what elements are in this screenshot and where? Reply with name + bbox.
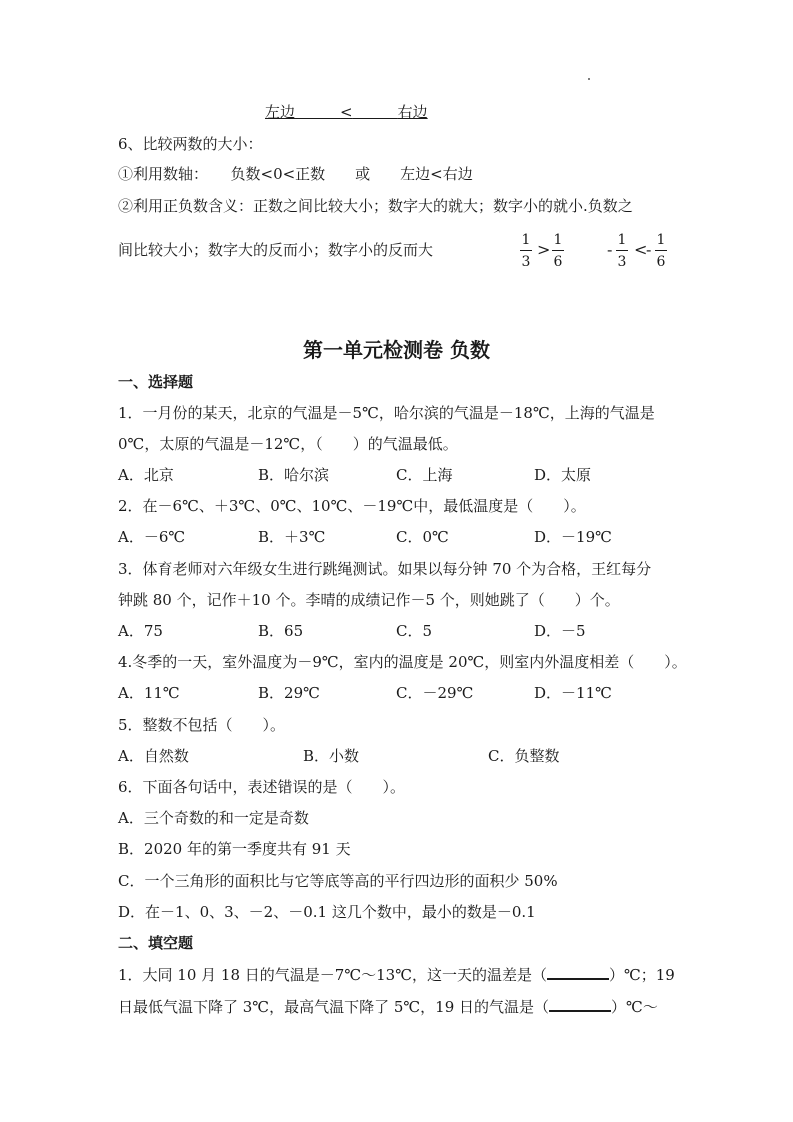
section-fill-heading: 二、填空题 (118, 934, 194, 952)
q3-line1: 3．体育老师对六年级女生进行跳绳测试。如果以每分钟 70 个为合格，王红每分 (118, 560, 652, 578)
q2-option-a: A．－6℃ (118, 528, 186, 546)
q3-option-b: B．65 (258, 622, 304, 640)
q4-option-a: A．11℃ (118, 684, 180, 702)
q1-option-c: C．上海 (396, 466, 453, 484)
q2-line1: 2．在－6℃、＋3℃、0℃、10℃、－19℃中，最低温度是（ ）。 (118, 497, 586, 515)
f1-line1-text-b: ）℃；19 (608, 966, 675, 984)
q4-option-c: C．－29℃ (396, 684, 474, 702)
q3-option-d: D．－5 (534, 622, 586, 640)
f1-line2-text-b: ）℃～ (611, 998, 658, 1016)
less-than-sign-2: < (634, 240, 648, 259)
q3-line2: 钟跳 80 个，记作＋10 个。李晴的成绩记作－5 个，则她跳了（ ）个。 (118, 591, 620, 609)
q1-line1: 1．一月份的某天，北京的气温是－5℃，哈尔滨的气温是－18℃，上海的气温是 (118, 404, 655, 422)
frac-b-denominator: 6 (553, 254, 563, 270)
page-title: 第一单元检测卷 负数 (303, 338, 490, 362)
q6-option-a: A．三个奇数的和一定是奇数 (118, 809, 309, 827)
answer-blank-2[interactable] (549, 996, 611, 1012)
right-word: 右边 (397, 103, 428, 121)
rule-6a: ①利用数轴： 负数<0<正数 或 左边<右边 (118, 165, 473, 183)
frac-c-denominator: 3 (617, 254, 627, 270)
minus-sign-2: - (646, 240, 652, 259)
stray-dot (588, 78, 590, 80)
q1-option-a: A．北京 (118, 466, 174, 484)
q2-option-b: B．＋3℃ (258, 528, 326, 546)
f1-line2 (118, 996, 658, 1017)
minus-sign: - (607, 240, 613, 259)
q5-option-c: C．负整数 (488, 747, 560, 765)
q2-option-c: C．0℃ (396, 528, 449, 546)
q1-option-b: B．哈尔滨 (258, 466, 330, 484)
q5-option-b: B．小数 (303, 747, 360, 765)
q5-option-a: A．自然数 (118, 747, 189, 765)
frac-b-numerator: 1 (553, 232, 563, 248)
frac-a-numerator: 1 (521, 232, 531, 248)
frac-c-numerator: 1 (617, 232, 627, 248)
f1-line2-text-a: 日最低气温下降了 3℃，最高气温下降了 5℃，19 日的气温是（ (118, 998, 550, 1016)
q1-line2: 0℃，太原的气温是－12℃，（ ）的气温最低。 (118, 435, 458, 453)
q4-option-d: D．－11℃ (534, 684, 612, 702)
greater-than-sign: > (537, 240, 551, 259)
q5-line1: 5．整数不包括（ ）。 (118, 716, 286, 734)
q6-option-d: D．在－1、0、3、－2、－0.1 这几个数中，最小的数是－0.1 (118, 903, 536, 921)
q3-option-a: A．75 (118, 622, 163, 640)
q1-option-d: D．太原 (534, 466, 592, 484)
rule-6b: ②利用正负数含义：正数之间比较大小；数字大的就大；数字小的就小.负数之 (118, 197, 633, 215)
rule-6c: 间比较大小；数字大的反而小；数字小的反而大 (118, 241, 434, 259)
less-than-sign: < (340, 103, 353, 121)
q4-option-b: B．29℃ (258, 684, 320, 702)
q6-option-c: C．一个三角形的面积比与它等底等高的平行四边形的面积少 50% (118, 872, 558, 890)
answer-blank-1[interactable] (547, 964, 609, 980)
f1-line1-text-a: 1．大同 10 月 18 日的气温是－7℃～13℃，这一天的温差是（ (118, 966, 547, 984)
q6-option-b: B．2020 年的第一季度共有 91 天 (118, 840, 351, 858)
q6-line1: 6．下面各句话中，表述错误的是（ ）。 (118, 778, 406, 796)
q2-option-d: D．－19℃ (534, 528, 612, 546)
frac-d-denominator: 6 (656, 254, 666, 270)
rule-6-heading: 6、比较两数的大小： (118, 135, 263, 153)
q3-option-c: C．5 (396, 622, 433, 640)
left-word: 左边 (265, 103, 296, 121)
section-choice-heading: 一、选择题 (118, 373, 194, 391)
frac-a-denominator: 3 (521, 254, 531, 270)
f1-line1 (118, 964, 675, 985)
q4-line1: 4.冬季的一天，室外温度为－9℃，室内的温度是 20℃，则室内外温度相差（ ）。 (118, 653, 687, 671)
frac-d-numerator: 1 (656, 232, 666, 248)
comparison-line (265, 102, 428, 122)
